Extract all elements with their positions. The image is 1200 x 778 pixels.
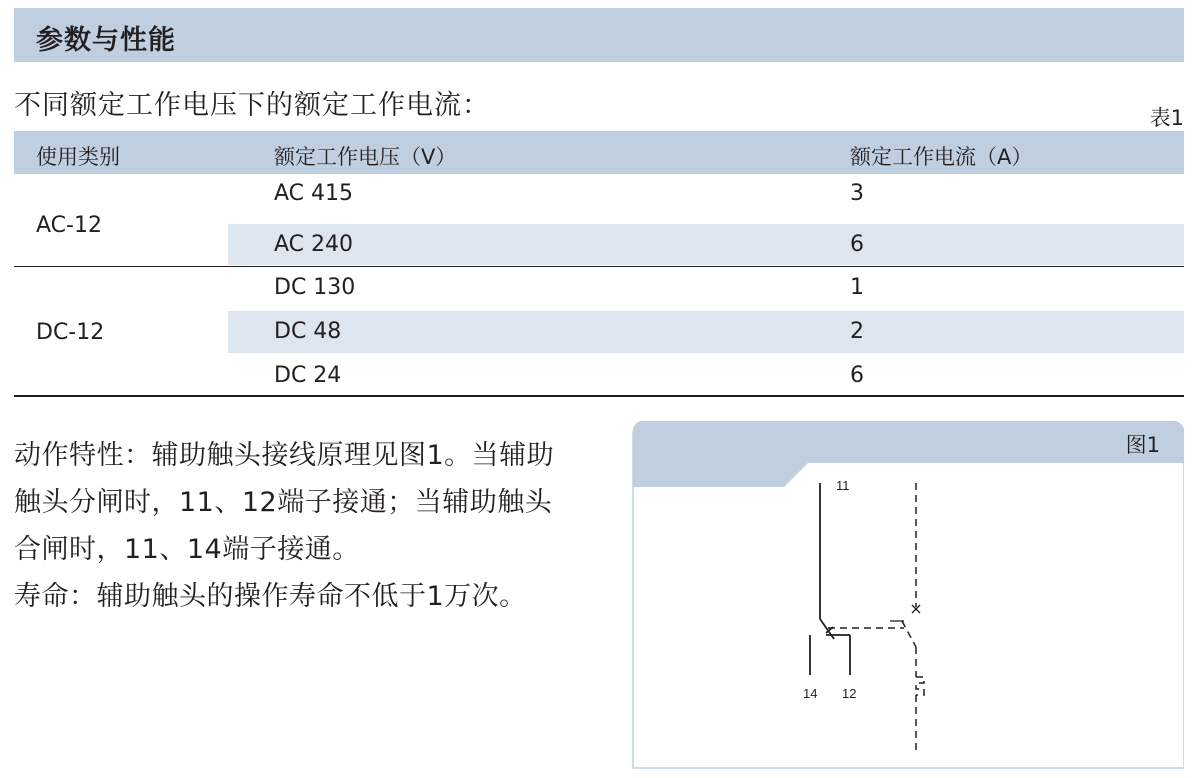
header-category: 使用类别 (36, 145, 120, 169)
category-ac12: AC-12 (36, 213, 102, 238)
table-cell-voltage: DC 48 (274, 319, 342, 344)
intro-text: 不同额定工作电压下的额定工作电流： (14, 90, 490, 121)
terminal-12-label: 12 (842, 686, 857, 701)
row-band (228, 224, 1184, 265)
table-bottom-rule (14, 395, 1184, 397)
figure-tag: 图1 (1125, 433, 1160, 457)
row-band (228, 311, 1184, 353)
group-divider (14, 266, 1184, 267)
table-cell-current: 6 (850, 363, 864, 388)
life-line: 寿命：辅助触头的操作寿命不低于1万次。 (14, 581, 527, 612)
parameters-table (14, 131, 1184, 397)
table-cell-current: 6 (850, 232, 864, 257)
table-cell-current: 2 (850, 319, 864, 344)
table-cell-current: 3 (850, 181, 864, 206)
category-dc12: DC-12 (36, 320, 105, 345)
table-cell-voltage: AC 415 (274, 181, 354, 206)
section-title: 参数与性能 (36, 25, 176, 56)
terminal-14-label: 14 (803, 686, 818, 701)
header-voltage: 额定工作电压（V） (274, 145, 457, 169)
terminal-11-label: 11 (836, 478, 850, 493)
figure-1 (632, 421, 1184, 769)
table-cell-voltage: DC 24 (274, 363, 342, 388)
header-current: 额定工作电流（A） (850, 145, 1033, 169)
wiring-diagram (632, 421, 1184, 769)
table-cell-voltage: DC 130 (274, 275, 356, 300)
table-tag: 表1 (1149, 106, 1184, 130)
section-header (14, 8, 1184, 62)
table-cell-current: 1 (850, 275, 864, 300)
description (14, 432, 614, 620)
action-line-1: 动作特性：辅助触头接线原理见图1。当辅助 (14, 440, 555, 471)
action-line-3: 合闸时，11、14端子接通。 (14, 534, 360, 565)
table-cell-voltage: AC 240 (274, 232, 354, 257)
action-line-2: 触头分闸时，11、12端子接通；当辅助触头 (14, 487, 553, 518)
